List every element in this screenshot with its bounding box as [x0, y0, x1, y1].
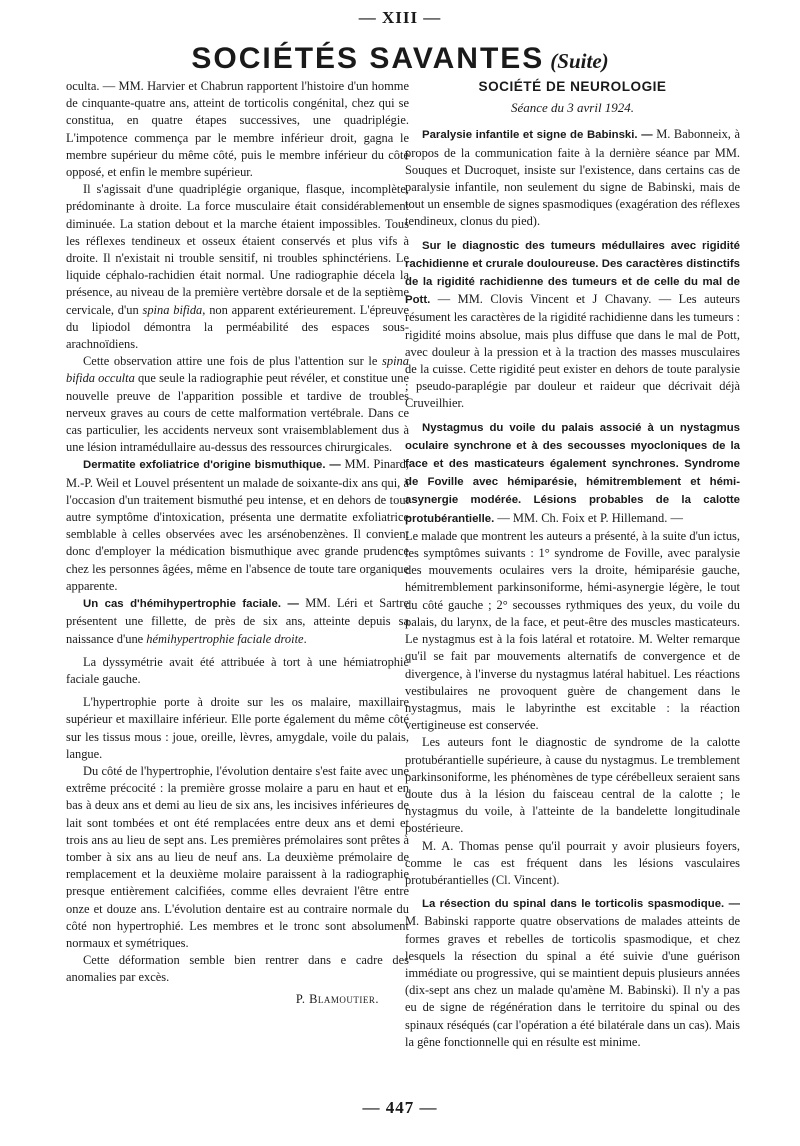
paragraph — [66, 353, 409, 456]
paragraph: La dyssymétrie avait été attribuée à tort à une hémiatrophie faciale gauche. — [66, 654, 409, 686]
text-run: Il s'agissait d'une quadriplégie organique, flasque, incomplète, prédominante à droite. La force musculaire était considérablement diminuée. La station debout et la marche étaient impossibles. Tous les réflexes tendineux et osseux étaient conservés et plus vifs à droite. Il n'existait ni trouble sensitif, ni troubles sphinctériens. Le liquide céphalo-rachidien était normal. Une radiographie décela la présence, au niveau de la première vertèbre dorsale et de la septième cervicale, d'un — [66, 182, 409, 317]
paragraph: Du côté de l'hypertrophie, l'évolution dentaire s'est faite avec une extrême précocité : la première grosse molaire a paru en haut et en bas à deux ans et demi au lieu de six ans, les incisives inférieures de lait sont tombées et ont été remplacées entre deux ans et demi et trois ans au lieu de sept ans. Les premières prémolaires sont prêtes à tomber à six ans au lieu de neuf ans. La deuxième prémolaire de remplacement et la deuxième molaire paraissent à la radiographie presque entièrement calcifiées, comme elles devraient l'être entre onze et douze ans. L'évolution dentaire est au contraire normale du côté non hypertrophié. Les membres et le tronc sont absolument normaux et symétriques. — [66, 763, 409, 950]
communication-paragraph — [405, 237, 740, 413]
italic-term: hémihypertrophie faciale droite — [146, 631, 304, 646]
journal-section-suffix: (Suite) — [550, 49, 609, 73]
paragraph: M. A. Thomas pense qu'il pourrait y avoir plusieurs foyers, comme le cas est fréquent dans les lésions vasculaires protubérantielles (Cl. Vincent). — [405, 838, 740, 887]
text-run: — MM. Ch. Foix et P. Hillemand. — — [494, 510, 683, 525]
communication-paragraph — [405, 895, 740, 1051]
communication-heading: Sur le diagnostic des tumeurs médullaires avec rigidité rachidienne et crurale douloureuse. Des caractères distinctifs de la rigidité rachidienne des tumeurs et de celle du mal de Pott. — [405, 239, 740, 307]
right-column — [405, 78, 740, 1051]
page-number: — 447 — — [362, 1098, 438, 1117]
text-run: , non apparent extérieurement. L'épreuve du lipiodol démontra la perméabilité des espaces sous-arachnoïdiens. — [66, 302, 409, 352]
paragraph — [66, 181, 409, 353]
text-run: M. Babinski rapporte quatre observations de malades atteints de formes graves et rebelles de torticolis spasmodique, et chez lesquels la résection du spinal a été suivie d'une guérison immédiate ou progressive, qui se maintient depuis plusieurs années (dix-sept ans chez un malade qu'amène M. Babinski). Il n'y a pas eu de signe de régénération dans le territoire du spinal ou des spinaux réséqués (car l'opération a été bilatérale dans un cas). Mais la gêne fonctionnelle qui en résulte est minime. — [405, 914, 740, 1049]
communication-paragraph — [66, 595, 409, 648]
signature-name: P. Blamoutier. — [295, 991, 379, 1006]
communication-paragraph — [405, 126, 740, 230]
italic-term: spina bifida occulta — [66, 354, 409, 386]
journal-section-title: SOCIÉTÉS SAVANTES — [191, 42, 545, 75]
text-run: M. Babonneix, à propos de la communication faite à la dernière séance par MM. Souques et Ducroquet, insiste sur l'existence, dans certains cas de paralysie infantile, non seulement du signe de Babinski, mais de tout un ensemble de signes spasmodiques (exagération des réflexes tendineux, clonus du pied). — [405, 127, 740, 229]
paragraph: Cette déformation semble bien rentrer dans e cadre des anomalies par excès. — [66, 953, 409, 985]
page-title — [0, 42, 800, 81]
text-run: — MM. Clovis Vincent et J Chavany. — Les auteurs résument les caractères de la rigidité rachidienne dans les tumeurs : rigidité moins absolue, mais plus diffuse que dans le mal de Pott, avec douleur à la pression et à la traction des masses musculaires de la cuisse. Cette rigidité peut exister en dehors de toute paralysie ; pseudo-paraplégie par douleur et raideur que décrivait déjà Cruveilhier. — [405, 292, 740, 411]
text-run: MM. Pinard, M.-P. Weil et Louvel présentent un malade de soixante-dix ans qui, à l'occasion d'un traitement bismuthé peu intense, et en dehors de tout autre symptôme d'intoxication, présenta une dermatite exfoliatrice semblable à celles observées avec les arsénobenzènes. Il convient donc d'employer la médication bismuthique avec grande prudence chez les personnes âgées, même en l'absence de toute tare organique apparente. — [66, 457, 410, 593]
text-run: Cette observation attire une fois de plus l'attention sur le — [83, 354, 383, 369]
communication-heading: Nystagmus du voile du palais associé à un nystagmus oculaire synchrone et à des secousses myocloniques de la face et des masticateurs également synchrones. Syndrome de Foville avec hémiparésie, hémitremblement et hémi-asynergie modérée. Lésions probables de la calotte protubérantielle. — [405, 421, 740, 525]
page-header-number: — XIII — — [358, 8, 442, 27]
section-date: Séance du 3 avril 1924. — [510, 100, 635, 116]
communication-paragraph — [405, 419, 740, 528]
paragraph: oculta. — MM. Harvier et Chabrun rapportent l'histoire d'un homme de cinquante-quatre ans, atteint de torticolis congénital, chez qui se constitua, en quatre étapes successives, une quadriplégie. L'impotence commença par le membre inférieur droit, gagna le membre supérieur du même côté, puis le membre inférieur du côté opposé, et enfin le membre supérieur. — [66, 79, 409, 180]
italic-term: spina bifida — [142, 302, 203, 317]
communication-paragraph — [66, 456, 409, 595]
text-run: MM. Léri et Sartre présentent une fillette, de près de six ans, atteinte depuis sa naissance d'une — [66, 596, 409, 646]
communication-heading: La résection du spinal dans le torticolis spasmodique. — — [422, 898, 740, 911]
signature — [66, 991, 409, 1008]
left-column — [66, 78, 409, 1008]
communication-heading: Dermatite exfoliatrice d'origine bismuthique. — — [83, 459, 341, 472]
text-run: . — [303, 631, 307, 646]
communication-heading: Un cas d'hémihypertrophie faciale. — — [83, 598, 299, 611]
paragraph: Le malade que montrent les auteurs a présenté, à la suite d'un ictus, les symptômes suivants : 1° syndrome de Foville, avec paralysie des mouvements oculaires vers la droite, hémiparésie gauche, hémitremblement parkinsoniforme, hémi-asynergie légère, le tout du côté gauche ; 2° secousses rythmiques des yeux, du voile du palais, du larynx, de la face, et peut-être des muscles masticateurs. Le nystagmus est à la fois latéral et rotatoire. M. Welter remarque qu'il se fait par mouvements alternatifs de convergence et de divergence, à l'inverse du nystagmus latéral habituel. Les réactions vestibulaires ne provoquent guère de changement dans le nystagmus, mais le labyrinthe est excitable : la réaction vertigineuse est conservée. — [405, 528, 740, 733]
paragraph: L'hypertrophie porte à droite sur les os malaire, maxillaire supérieur et maxillaire inférieur. Elle porte également du même côté sur les tissus mous : joue, oreille, lèvres, amygdale, voile du palais, langue. — [66, 695, 409, 761]
communication-heading: Paralysie infantile et signe de Babinski. — — [422, 129, 653, 142]
section-title: SOCIÉTÉ DE NEUROLOGIE — [478, 79, 667, 94]
paragraph: Les auteurs font le diagnostic de syndrome de la calotte protubérantielle supérieure, à cause du nystagmus. Le tremblement parkinsoniforme, les phénomènes de type cérébelleux seraient sans doute dus à la lésion du faisceau central de la calotte ; le nystagmus du voile, à l'atteinte de la bandelette longitudinale postérieure. — [405, 735, 740, 836]
text-run: que seule la radiographie peut révéler, et constitue une nouvelle preuve de l'apparition possible et tardive de troubles nerveux graves au cours de cette malformation vertébrale. Dans ce cas particulier, les accidents nerveux sont vraisemblablement dus à une lésion intramédullaire au-dessus des ressources chirurgicales. — [66, 371, 409, 455]
